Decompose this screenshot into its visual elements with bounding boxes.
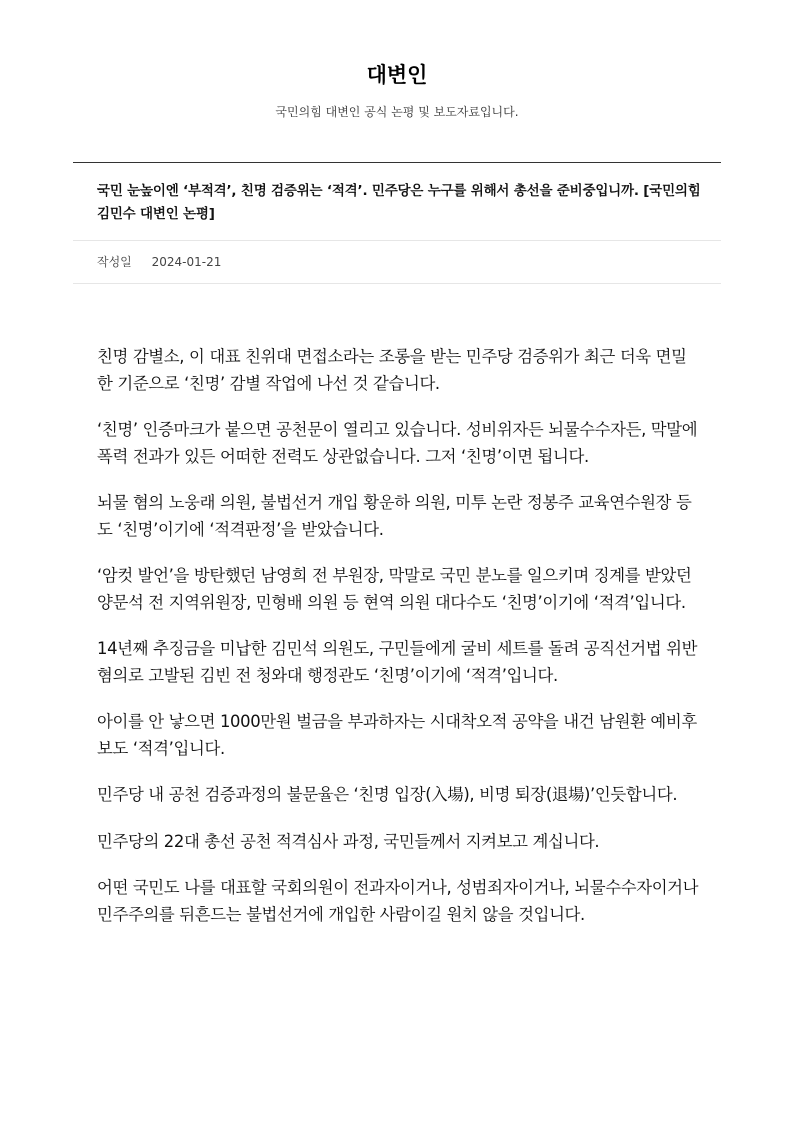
post-meta (97, 252, 221, 272)
body-paragraph: ‘암컷 발언’을 방탄했던 남영희 전 부원장, 막말로 국민 분노를 일으키며 징계를 받았던 양문석 전 지역위원장, 민형배 의원 등 현역 의원 대다수도 ‘친명’이기에 ‘적격’입니다. (97, 566, 692, 612)
body-paragraph: 14년째 추징금을 미납한 김민석 의원도, 구민들에게 굴비 세트를 돌려 공직선거법 위반 혐의로 고발된 김빈 전 청와대 행정관도 ‘친명’이기에 ‘적격’입니다. (97, 639, 698, 685)
body-paragraph: 아이를 안 낳으면 1000만원 벌금을 부과하자는 시대착오적 공약을 내건 남원환 예비후보도 ‘적격’입니다. (97, 712, 697, 758)
post-title: 국민 눈높이엔 ‘부적격’, 친명 검증위는 ‘적격’. 민주당은 누구를 위해서 총선을 준비중입니까. [국민의힘 김민수 대변인 논평] (97, 183, 701, 222)
body-paragraph: 민주당 내 공천 검증과정의 불문율은 ‘친명 입장(入場), 비명 퇴장(退場)’인듯합니다. (97, 785, 678, 804)
body-paragraph: 어떤 국민도 나를 대표할 국회의원이 전과자이거나, 성범죄자이거나, 뇌물수수자이거나 민주주의를 뒤흔드는 불법선거에 개입한 사람이길 원치 않을 것입니다. (97, 878, 699, 924)
body-paragraph: 민주당의 22대 총선 공천 적격심사 과정, 국민들께서 지켜보고 계십니다. (97, 831, 600, 851)
title-divider (73, 240, 721, 241)
post-body (97, 344, 701, 948)
post-date: 2024-01-21 (151, 255, 222, 269)
body-paragraph: 뇌물 혐의 노웅래 의원, 불법선거 개입 황운하 의원, 미투 논란 정봉주 교육연수원장 등도 ‘친명’이기에 ‘적격판정’을 받았습니다. (97, 493, 692, 539)
body-paragraph: ‘친명’ 인증마크가 붙으면 공천문이 열리고 있습니다. 성비위자든 뇌물수수자든, 막말에 폭력 전과가 있든 어떠한 전력도 상관없습니다. 그저 ‘친명’이면 됩니다. (97, 420, 698, 466)
body-paragraph: 친명 감별소, 이 대표 친위대 면접소라는 조롱을 받는 민주당 검증위가 최근 더욱 면밀한 기준으로 ‘친명’ 감별 작업에 나선 것 같습니다. (97, 347, 687, 393)
page-title: 대변인 (366, 63, 428, 87)
header-divider (73, 162, 721, 163)
meta-divider (73, 283, 721, 284)
page-subtitle: 국민의힘 대변인 공식 논평 및 보도자료입니다. (275, 105, 519, 119)
date-label: 작성일 (97, 255, 132, 269)
